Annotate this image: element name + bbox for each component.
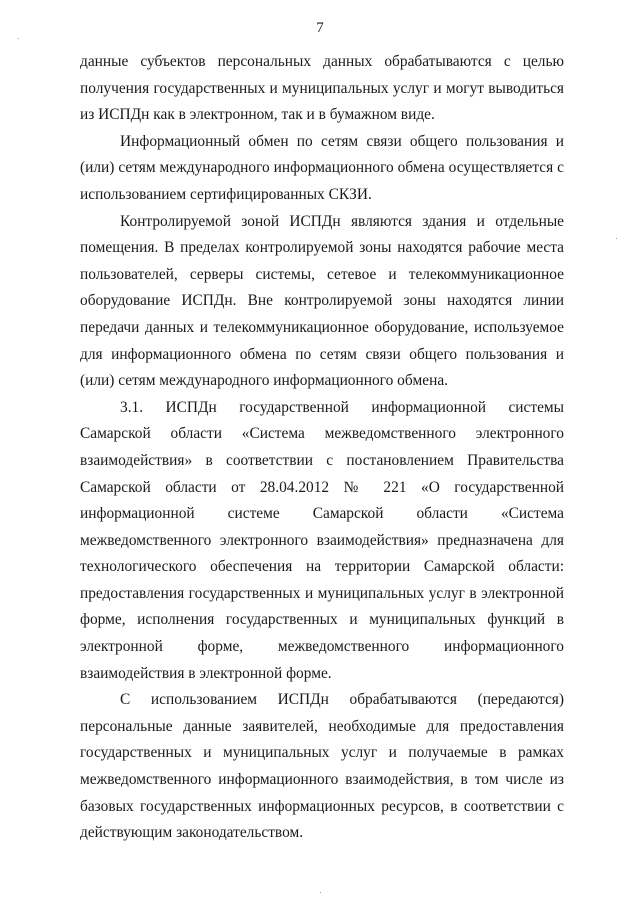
paragraph-4: 3.1. ИСПДн государственной информационной системы Самарской области «Система межведомственного электронного взаимодействия» в соответствии с постановлением Правительства Самарской области от 28.04.2012 № 221 «О государственной информационной системе Самарской области «Система межведомственного электронного взаимодействия» предназначена для технологического обеспечения на территории Самарской области: предоставления государственных и муниципальных услуг в электронной форме, исполнения государственных и муниципальных функций в электронной форме, межведомственного информационного взаимодействия в электронной форме. — [80, 398, 564, 682]
paragraph-1: данные субъектов персональных данных обрабатываются с целью получения государственных и муниципальных услуг и могут выводиться из ИСПДн как в электронном, так и в бумажном виде. — [80, 53, 564, 124]
page-number: 7 — [316, 20, 324, 36]
scan-speck — [320, 892, 321, 893]
scan-speck — [616, 238, 617, 239]
paragraph-5: С использованием ИСПДн обрабатываются (передаются) персональные данные заявителей, необходимые для предоставления государственных и муниципальных услуг и получаемые в рамках межведомственного информационного взаимодействия, в том числе из базовых государственных информационных ресурсов, в соответствии с действующим законодательством. — [80, 691, 564, 842]
scan-speck — [18, 38, 19, 39]
paragraph-3: Контролируемой зоной ИСПДн являются здания и отдельные помещения. В пределах контролируемой зоны находятся рабочие места пользователей, серверы системы, сетевое и телекоммуникационное оборудование ИСПДн. Вне контролируемой зоны находятся линии передачи данных и телекоммуникационное оборудование, используемое для информационного обмена по сетям связи общего пользования и (или) сетям международного информационного обмена. — [80, 212, 564, 390]
paragraph-2: Информационный обмен по сетям связи общего пользования и (или) сетям международного информационного обмена осуществляется с использованием сертифицированных СКЗИ. — [80, 132, 564, 203]
body-text — [80, 49, 564, 847]
